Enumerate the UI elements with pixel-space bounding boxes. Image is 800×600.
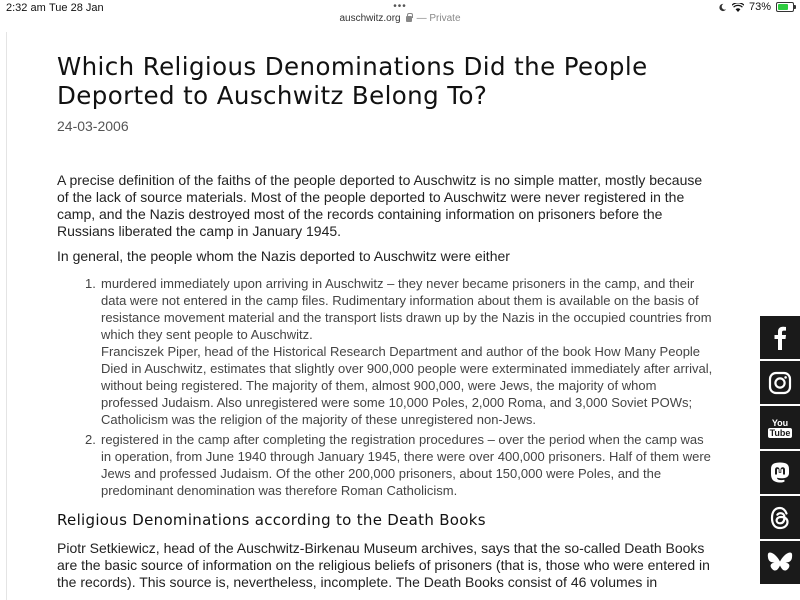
- article: [57, 52, 717, 591]
- url-domain[interactable]: auschwitz.org: [339, 13, 401, 24]
- bluesky-icon: [767, 551, 793, 575]
- mastodon-button[interactable]: [760, 451, 800, 494]
- instagram-icon: [768, 371, 792, 395]
- bluesky-button[interactable]: [760, 541, 800, 584]
- threads-icon: [769, 506, 791, 530]
- social-sidebar: [760, 316, 800, 586]
- deportee-list: [85, 275, 717, 499]
- youtube-label-top: You: [771, 417, 789, 428]
- list-item-text: murdered immediately upon arriving in Auschwitz – they never became prisoners in the camp, and their data were not entered in the camp files. Rudimentary information about them is available on the basis of resistance movement material and the transport lists drawn up by the Nazis in the occupied countries from which they sent people to Auschwitz.: [101, 276, 712, 342]
- instagram-button[interactable]: [760, 361, 800, 404]
- article-date: 24-03-2006: [57, 118, 129, 134]
- list-item: [85, 275, 717, 428]
- threads-button[interactable]: [760, 496, 800, 539]
- list-number: 2.: [85, 432, 96, 447]
- section-heading: Religious Denominations according to the Death Books: [57, 511, 486, 529]
- list-item-text: registered in the camp after completing the registration procedures – over the period when the camp was in operation, from June 1940 through January 1945, there were over 400,000 prisoners. Half of them were Jews and professed Judaism. Of the other 200,000 prisoners, about 150,000 were Poles, and the predominant denomination was therefore Roman Catholicism.: [101, 432, 711, 498]
- private-label: — Private: [416, 13, 461, 24]
- battery-percent: 73%: [748, 1, 771, 13]
- list-number: 1.: [85, 276, 96, 291]
- article-title: Which Religious Denominations Did the People Deported to Auschwitz Belong To?: [57, 52, 648, 110]
- youtube-button[interactable]: [760, 406, 800, 449]
- status-time: 2:32 am: [6, 2, 46, 14]
- youtube-icon: [768, 418, 793, 438]
- article-intro: A precise definition of the faiths of the people deported to Auschwitz is no simple matter, mostly because of the lack of source materials. Most of the people deported to Auschwitz were never registered in the camp, and the Nazis destroyed most of the records containing information on prisoners before the Russians liberated the camp in January 1945.: [57, 172, 703, 239]
- page-edge: [6, 32, 7, 600]
- status-date: Tue 28 Jan: [49, 2, 104, 14]
- mastodon-icon: [768, 461, 792, 485]
- lock-icon: [406, 16, 412, 22]
- youtube-label-bottom: Tube: [769, 427, 791, 438]
- url-bar[interactable]: [0, 3, 800, 24]
- article-lead: In general, the people whom the Nazis deported to Auschwitz were either: [57, 248, 510, 264]
- facebook-button[interactable]: [760, 316, 800, 359]
- more-dots-icon[interactable]: •••: [393, 1, 407, 12]
- section-text: Piotr Setkiewicz, head of the Auschwitz-Birkenau Museum archives, says that the so-called Death Books are the basic source of information on the religious beliefs of prisoners (that is, those who were entered in the records). This source is, nevertheless, incomplete. The Death Books consist of 46 volumes in: [57, 540, 710, 590]
- facebook-icon: [773, 326, 787, 350]
- list-item: [85, 431, 717, 499]
- list-item-text-continued: Franciszek Piper, head of the Historical Research Department and author of the book How Many People Died in Auschwitz, estimates that slightly over 900,000 people were exterminated immediately after arrival, without being registered. The majority of them, almost 900,000, were Jews, the majority of whom professed Judaism. Also unregistered were some 10,000 Poles, 2,000 Roma, and 3,000 Soviet POWs; Catholicism was the religion of the majority of these unregistered non-Jews.: [101, 344, 713, 427]
